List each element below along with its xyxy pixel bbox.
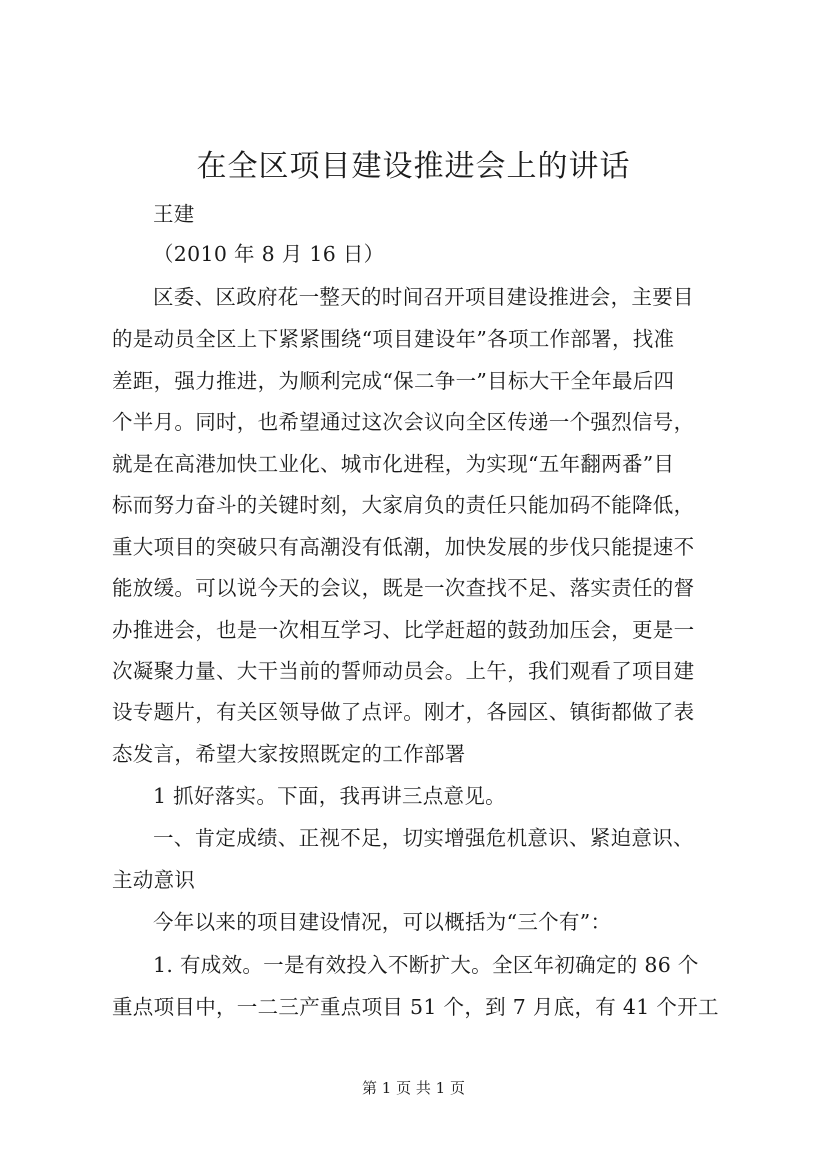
paragraph-line: 次凝聚力量、大干当前的誓师动员会。上午，我们观看了项目建 [112, 659, 695, 683]
paragraph-line: 区委、区政府花一整天的时间召开项目建设推进会，主要目 [153, 285, 694, 309]
section-heading-continued: 主动意识 [112, 868, 196, 892]
paragraph-line: 差距，强力推进，为顺利完成“保二争一”目标大干全年最后四 [112, 369, 675, 393]
paragraph-line: 设专题片，有关区领导做了点评。刚才，各园区、镇街都做了表 [112, 700, 695, 724]
section-heading: 一、肯定成绩、正视不足，切实增强危机意识、紧迫意识、 [153, 826, 694, 850]
paragraph-line: 1 抓好落实。下面，我再讲三点意见。 [153, 784, 506, 808]
speech-date: （2010 年 8 月 16 日） [153, 242, 385, 266]
paragraph-line: 就是在高港加快工业化、城市化进程，为实现“五年翻两番”目 [112, 452, 675, 476]
paragraph-line: 今年以来的项目建设情况，可以概括为“三个有”： [153, 910, 612, 934]
paragraph-line: 1. 有成效。一是有效投入不断扩大。全区年初确定的 86 个 [153, 953, 699, 977]
paragraph-line: 重点项目中，一二三产重点项目 51 个，到 7 月底，有 41 个开工 [112, 995, 719, 1019]
document-title: 在全区项目建设推进会上的讲话 [196, 149, 631, 184]
paragraph-line: 重大项目的突破只有高潮没有低潮，加快发展的步伐只能提速不 [112, 535, 695, 559]
paragraph-line: 标而努力奋斗的关键时刻，大家肩负的责任只能加码不能降低， [112, 493, 695, 517]
paragraph-line: 能放缓。可以说今天的会议，既是一次查找不足、落实责任的督 [112, 576, 695, 600]
paragraph-line: 的是动员全区上下紧紧围绕“项目建设年”各项工作部署，找准 [112, 327, 675, 351]
paragraph-line: 个半月。同时，也希望通过这次会议向全区传递一个强烈信号， [112, 410, 695, 434]
paragraph-line: 态发言，希望大家按照既定的工作部署 [112, 742, 466, 766]
author-name: 王建 [153, 202, 195, 226]
page-footer: 第 1 页 共 1 页 [362, 1079, 465, 1097]
paragraph-line: 办推进会，也是一次相互学习、比学赶超的鼓劲加压会，更是一 [112, 618, 695, 642]
